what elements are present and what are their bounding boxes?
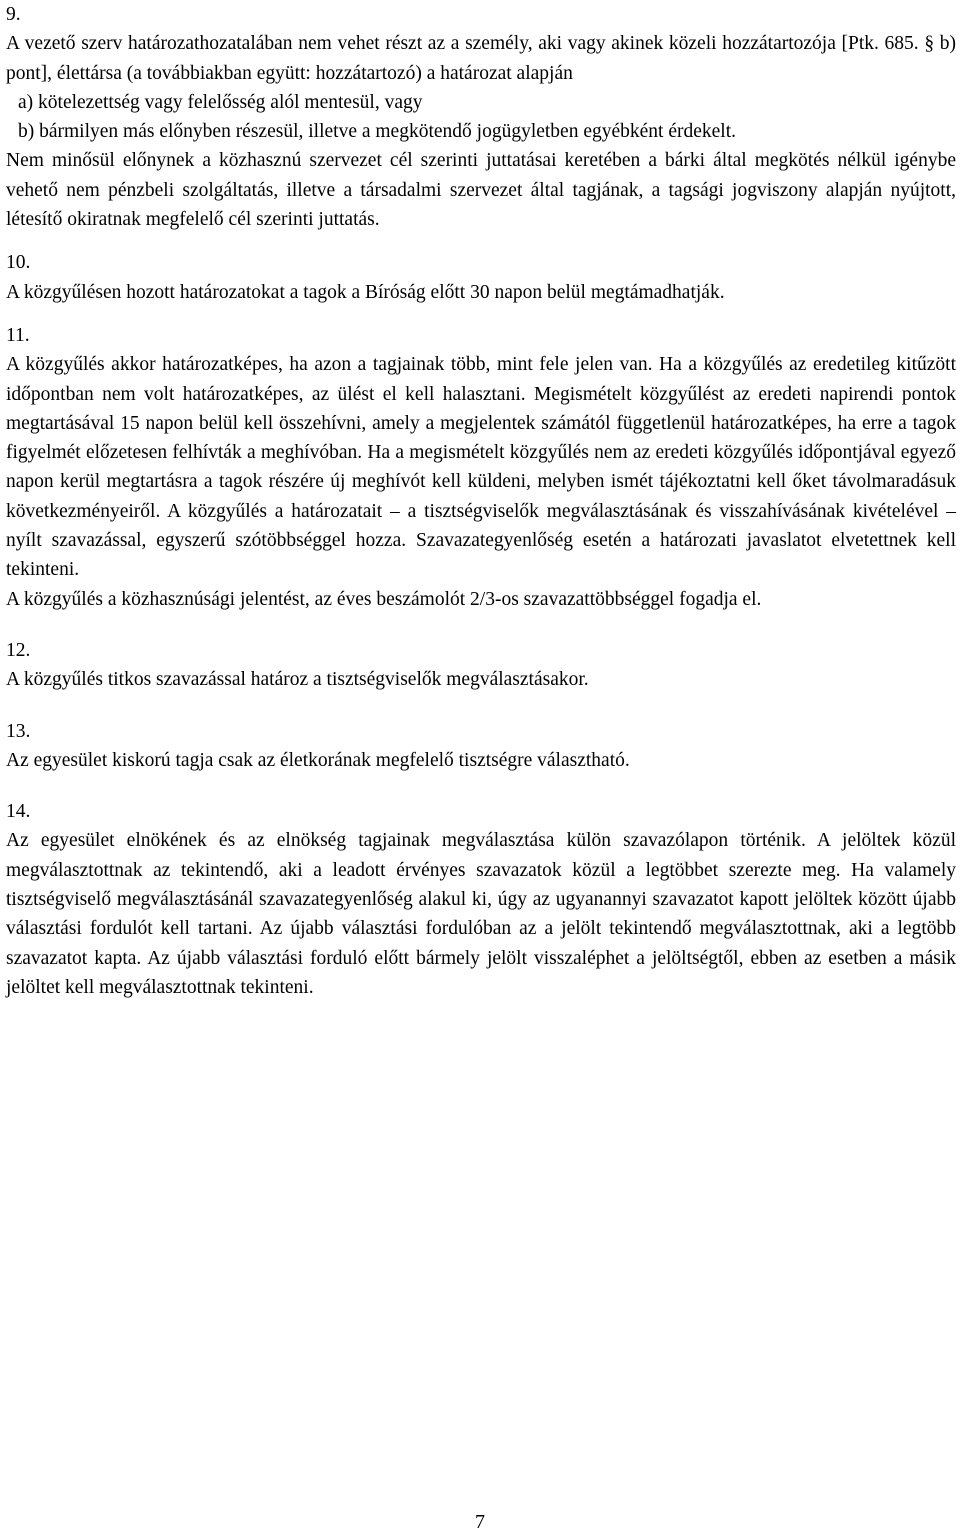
spacer bbox=[6, 234, 956, 248]
page-number: 7 bbox=[475, 1511, 485, 1533]
section-9 bbox=[6, 0, 956, 234]
section-13 bbox=[6, 717, 956, 776]
spacer bbox=[6, 775, 956, 797]
section-number: 12. bbox=[6, 639, 31, 661]
section-10 bbox=[6, 248, 956, 307]
spacer bbox=[6, 695, 956, 717]
spacer bbox=[6, 307, 956, 321]
section-number: 13. bbox=[6, 720, 31, 742]
section-number: 14. bbox=[6, 801, 31, 823]
section-11 bbox=[6, 321, 956, 614]
section-paragraph: A vezető szerv határozathozatalában nem vehet részt az a személy, aki vagy akinek közeli hozzátartozója [Ptk. 685. § b) pont], élettársa (a továbbiakban együtt: hozzátartozó) a határozat alapján bbox=[6, 33, 956, 84]
list-item-b: b) bármilyen más előnyben részesül, illetve a megkötendő jogügyletben egyébként érdekelt. bbox=[18, 121, 737, 143]
section-paragraph: A közgyűlésen hozott határozatokat a tagok a Bíróság előtt 30 napon belül megtámadhatják. bbox=[6, 281, 725, 303]
section-14 bbox=[6, 797, 956, 1002]
section-paragraph: Az egyesület kiskorú tagja csak az életkorának megfelelő tisztségre választható. bbox=[6, 749, 630, 771]
spacer bbox=[6, 614, 956, 636]
section-12 bbox=[6, 636, 956, 695]
section-number: 11. bbox=[6, 324, 30, 346]
section-number: 9. bbox=[6, 4, 21, 25]
section-paragraph: Nem minősül előnynek a közhasznú szervezet cél szerinti juttatásai keretében a bárki által megkötés nélkül igénybe vehető nem pénzbeli szolgáltatás, illetve a társadalmi szervezet által tagjának, a tagsági jogviszony alapján nyújtott, létesítő okiratnak megfelelő cél szerinti juttatás. bbox=[6, 150, 956, 231]
section-number: 10. bbox=[6, 252, 31, 274]
document-page bbox=[6, 0, 956, 1002]
section-paragraph: Az egyesület elnökének és az elnökség tagjainak megválasztása külön szavazólapon történik. A jelöltek közül megválasztottnak az tekintendő, aki a leadott érvényes szavazatok közül a legtöbbet szerezte meg. Ha valamely tisztségviselő megválasztásánál szavazategyenlőség alakul ki, úgy az ugyanannyi szavazatot kapott jelöltek között újabb választási fordulót kell tartani. Az újabb választási fordulóban az a jelölt tekintendő megválasztottnak, aki a legtöbb szavazatot kapta. Az újabb választási forduló előtt bármely jelölt visszaléphet a jelöltségtől, ebben az esetben a másik jelöltet kell megválasztottnak tekinteni. bbox=[6, 830, 956, 998]
section-paragraph: A közgyűlés titkos szavazással határoz a tisztségviselők megválasztásakor. bbox=[6, 669, 589, 691]
list-item-a: a) kötelezettség vagy felelősség alól mentesül, vagy bbox=[18, 91, 423, 113]
section-paragraph: A közgyűlés a közhasznúsági jelentést, az éves beszámolót 2/3-os szavazattöbbséggel fogadja el. bbox=[6, 588, 762, 610]
section-paragraph: A közgyűlés akkor határozatképes, ha azon a tagjainak több, mint fele jelen van. Ha a közgyűlés az eredetileg kitűzött időpontban nem volt határozatképes, az ülést el kell halasztani. Megismételt közgyűlést az eredeti napirendi pontok megtartásával 15 napon belül kell összehívni, amely a megjelentek számától függetlenül határozatképes, ha erre a tagok figyelmét előzetesen felhívták a meghívóban. Ha a megismételt közgyűlés nem az eredeti közgyűlés időpontjával egyező napon kerül megtartásra a tagok részére új meghívót kell küldeni, melyben ismét tájékoztatni kell őket távolmaradásuk következményeiről. A közgyűlés a határozatait – a tisztségviselők megválasztásának és visszahívásának kivételével – nyílt szavazással, egyszerű szótöbbséggel hozza. Szavazategyenlőség esetén a határozati javaslatot elvetettnek kell tekinteni. bbox=[6, 354, 956, 581]
